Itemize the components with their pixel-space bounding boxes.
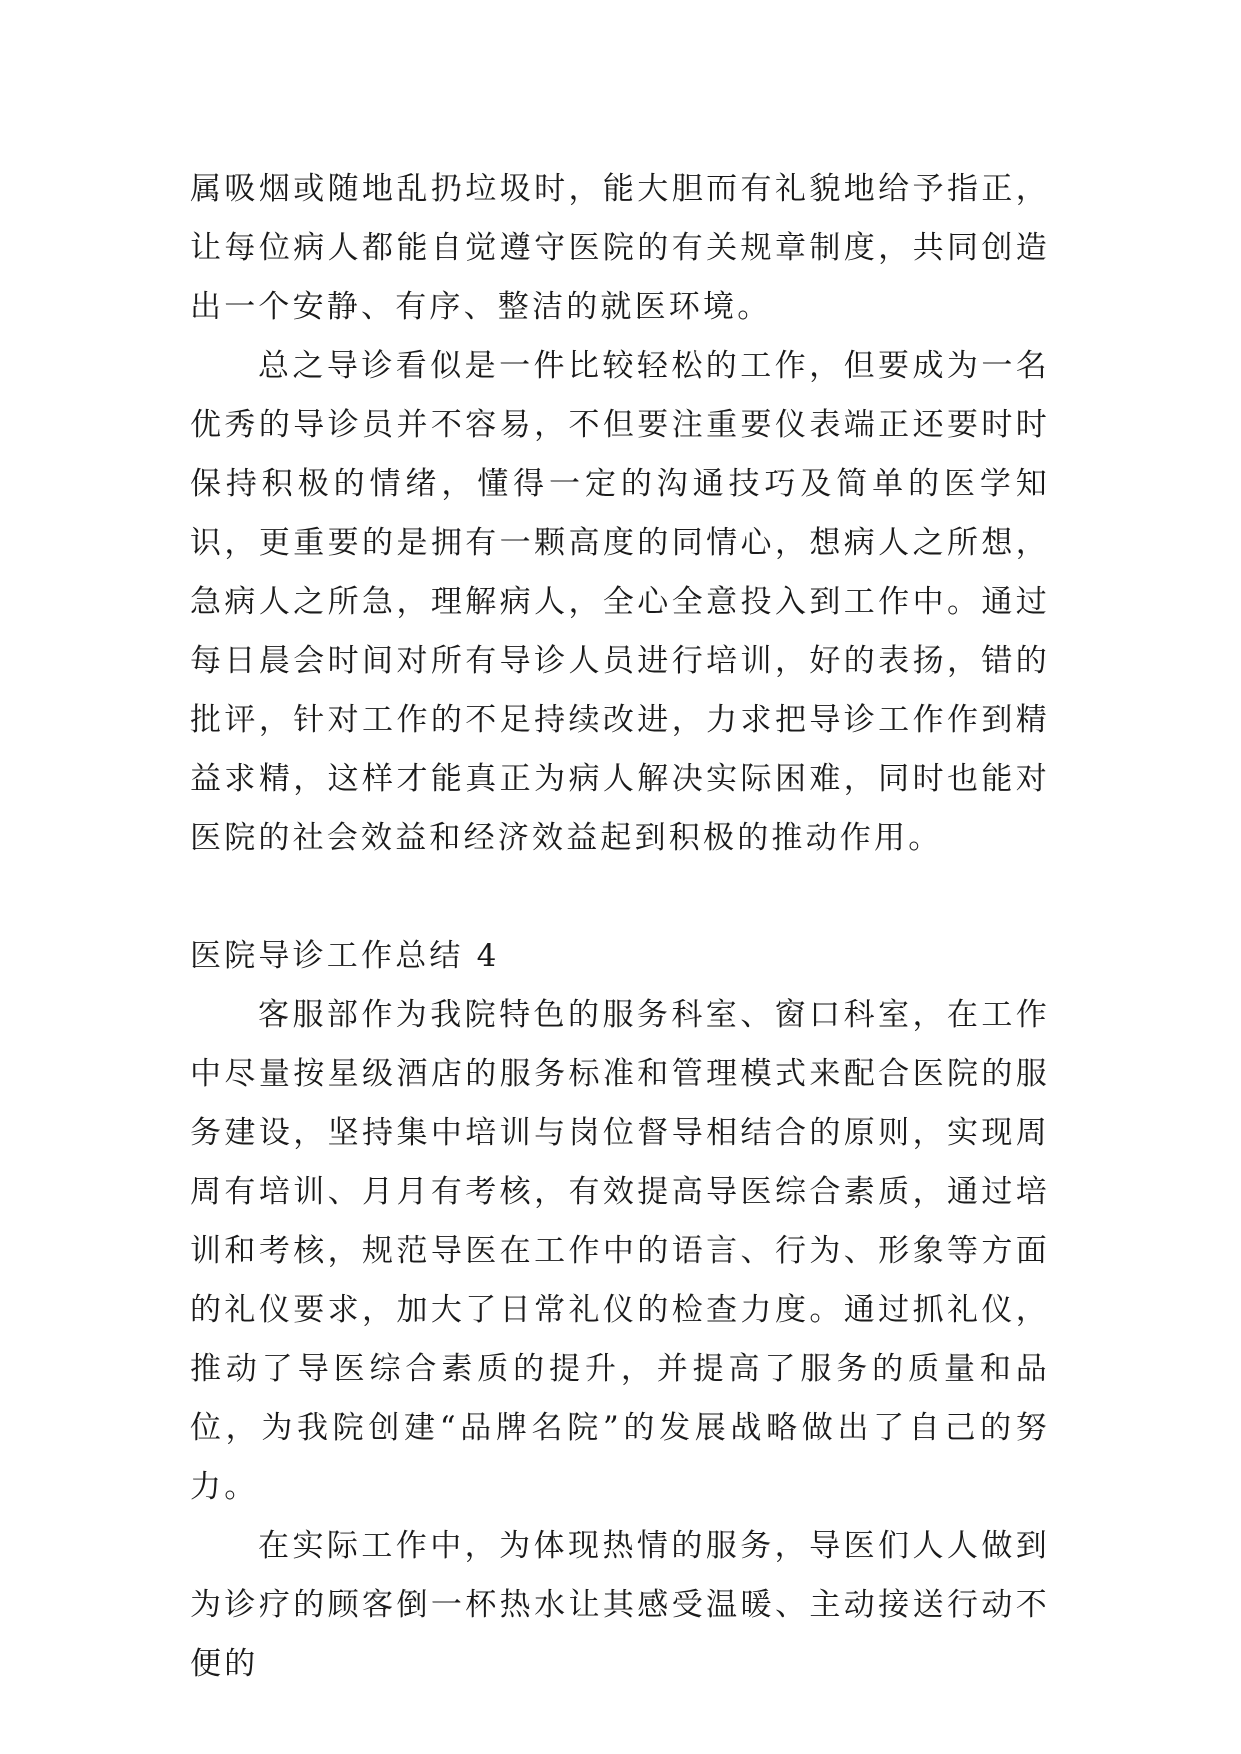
paragraph-customer-service: 客服部作为我院特色的服务科室、窗口科室，在工作中尽量按星级酒店的服务标准和管理模式来配合医院的服务建设，坚持集中培训与岗位督导相结合的原则，实现周周有培训、月月有考核，有效提高导医综合素质，通过培训和考核，规范导医在工作中的语言、行为、形象等方面的礼仪要求，加大了日常礼仪的检查力度。通过抓礼仪，推动了导医综合素质的提升，并提高了服务的质量和品位，为我院创建“品牌名院”的发展战略做出了自己的努力。 <box>190 997 1050 1505</box>
section-heading: 医院导诊工作总结 4 <box>190 938 500 974</box>
paragraph-continued: 属吸烟或随地乱扔垃圾时，能大胆而有礼貌地给予指正，让每位病人都能自觉遵守医院的有关规章制度，共同创造出一个安静、有序、整洁的就医环境。 <box>190 171 1050 325</box>
paragraph-practice: 在实际工作中，为体现热情的服务，导医们人人做到为诊疗的顾客倒一杯热水让其感受温暖、主动接送行动不便的 <box>190 1528 1050 1682</box>
document-body <box>190 160 1050 1694</box>
paragraph-summary: 总之导诊看似是一件比较轻松的工作，但要成为一名优秀的导诊员并不容易，不但要注重要仪表端正还要时时保持积极的情绪，懂得一定的沟通技巧及简单的医学知识，更重要的是拥有一颗高度的同情心，想病人之所想，急病人之所急，理解病人，全心全意投入到工作中。通过每日晨会时间对所有导诊人员进行培训，好的表扬，错的批评，针对工作的不足持续改进，力求把导诊工作作到精益求精，这样才能真正为病人解决实际困难，同时也能对医院的社会效益和经济效益起到积极的推动作用。 <box>190 348 1050 856</box>
